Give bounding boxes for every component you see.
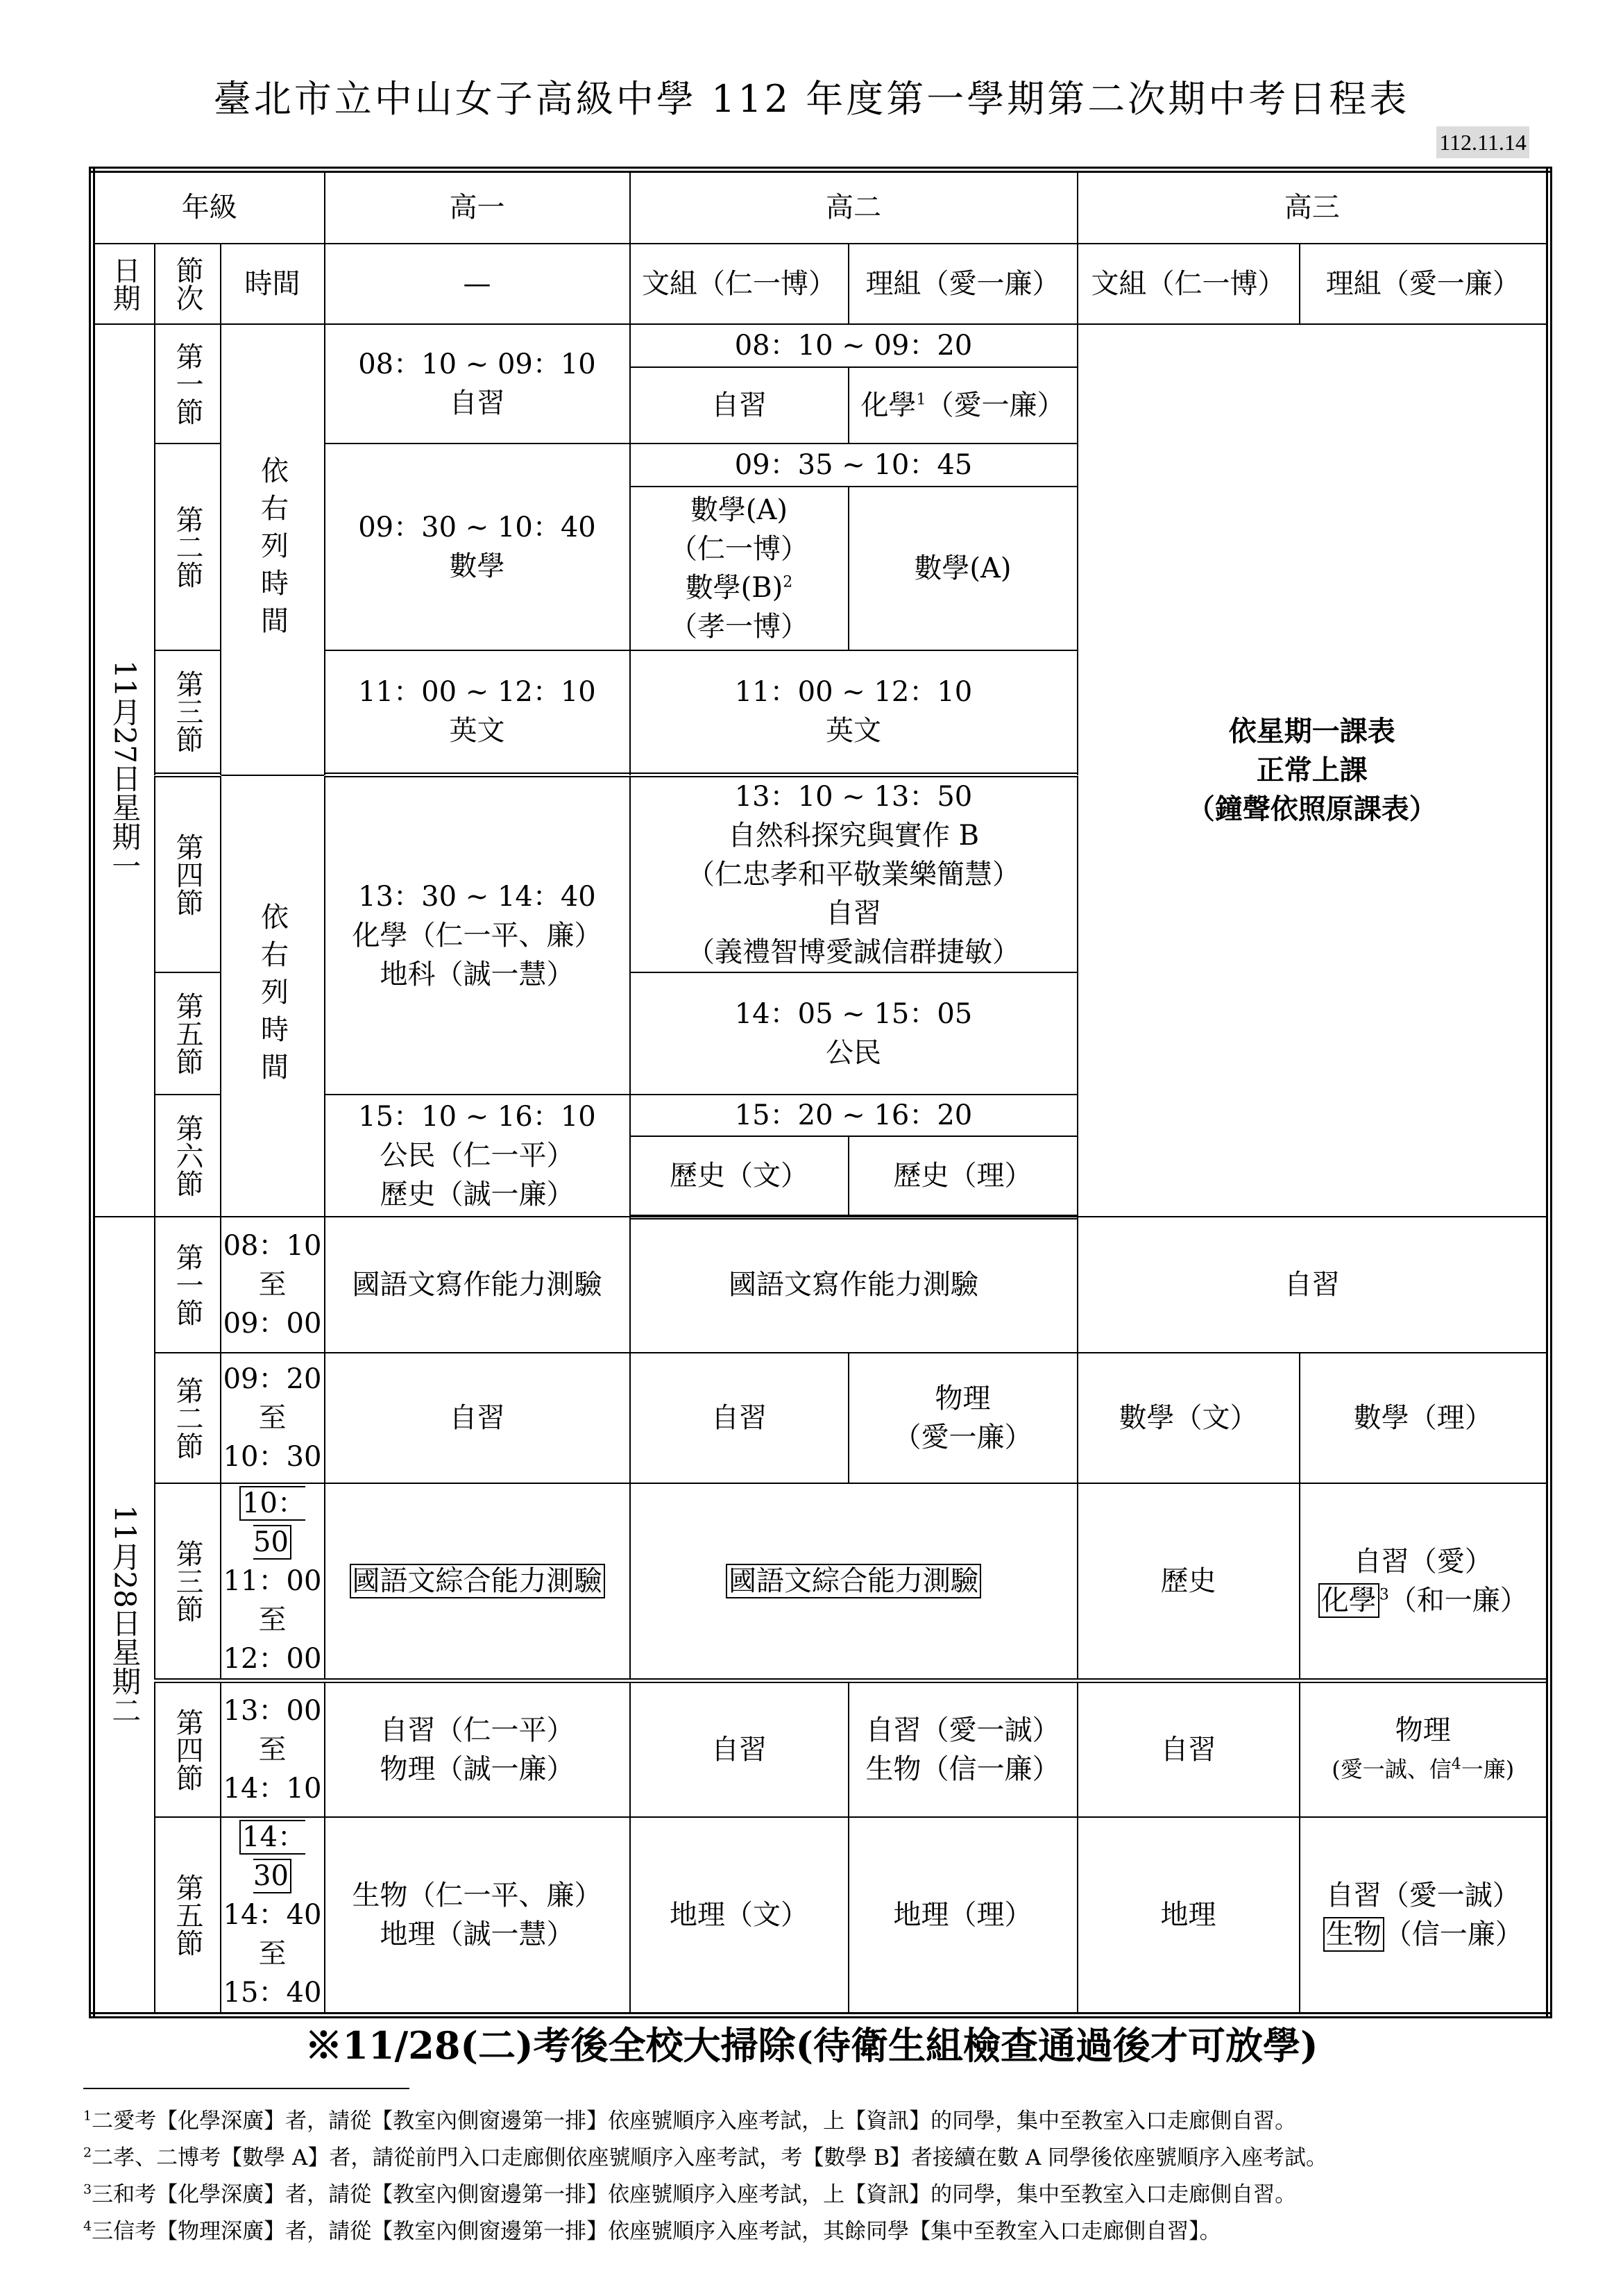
grade-1-header: 高一 — [325, 170, 630, 244]
subject: 自習 — [449, 387, 505, 419]
time-range: 08：10 ~ 09：10 — [358, 348, 596, 380]
period-column-header: 節次 — [155, 244, 221, 324]
day2-g2-p2-science — [849, 1353, 1078, 1483]
day2-p2-time — [221, 1353, 325, 1483]
day2-g3-p5-science — [1300, 1817, 1549, 2016]
subject: 英文 — [449, 715, 505, 748]
grade-header: 年級 — [92, 170, 325, 244]
day2-g1-p2: 自習 — [325, 1353, 630, 1483]
class-range-b: （孝一博） — [670, 610, 808, 643]
footnote-ref: 4 — [1451, 1755, 1461, 1773]
subject-line-2: 物理（誠一廉） — [380, 1753, 575, 1785]
class-range: （愛一廉） — [926, 389, 1065, 421]
day1-g1-p1 — [325, 324, 630, 444]
grade-1-subheader: — — [325, 244, 630, 324]
date-column-header: 日期 — [92, 244, 155, 324]
day2-g2-p3 — [630, 1483, 1078, 1681]
grade-2-science-header: 理組（愛一廉） — [849, 244, 1078, 324]
subject-line-1: 公民（仁一平） — [380, 1140, 575, 1172]
day1-g2-p5 — [630, 972, 1078, 1095]
subject-line-1: 自習（愛一誠） — [1325, 1879, 1520, 1911]
day1-time-note-morning: 依右列時間 — [221, 324, 325, 775]
day2-period-1: 第一節 — [155, 1217, 221, 1353]
time-end: 12：00 — [223, 1643, 322, 1675]
footnote-4: $^4$三信考【物理深廣】者，請從【教室內側窗邊第一排】依座號順序入座考試，其餘同學【集中至教室入口走廊側自習】。 — [83, 2218, 1221, 2244]
day2-p4-time — [221, 1681, 325, 1817]
day1-g1-p2 — [325, 444, 630, 650]
time-start: 08：10 — [223, 1230, 322, 1262]
subject: 化學 — [860, 389, 917, 421]
day2-g2-p4-arts: 自習 — [630, 1681, 849, 1817]
cleanup-notice: ※11/28(二)考後全校大掃除(待衛生組檢查通過後才可放學) — [305, 2023, 1318, 2068]
subject-line-2 — [1300, 1581, 1547, 1620]
page-title: 臺北市立中山女子高級中學 112 年度第一學期第二次期中考日程表 — [213, 77, 1410, 121]
subject-line-2: 生物（信一廉） — [865, 1753, 1060, 1785]
subject-line-2: 自習 — [826, 897, 881, 929]
g3-note-line-3: （鐘聲依照原課表） — [1187, 792, 1437, 825]
time-to: 至 — [258, 1269, 287, 1301]
day1-g1-p3 — [325, 650, 630, 775]
footnote-2: $^2$二孝、二博考【數學 A】者，請從前門入口走廊側依座號順序入座考試，考【數學 B】者接續在數 A 同學後依座號順序入座考試。 — [83, 2145, 1328, 2170]
subject-line-2: 地理（誠一慧） — [380, 1918, 575, 1950]
grade-2-arts-header: 文組（仁一博） — [630, 244, 849, 324]
day1-period-4: 第四節 — [155, 775, 221, 973]
footnote-3: $^3$三和考【化學深廣】者，請從【教室內側窗邊第一排】依座號順序入座考試，上【資訊】的同學，集中至教室入口走廊側自習。 — [83, 2181, 1297, 2207]
day1-g2-p6-science: 歷史（理） — [849, 1136, 1078, 1217]
day1-g3-regular-classes — [1078, 324, 1549, 1217]
day1-period-2: 第二節 — [155, 444, 221, 650]
subject-boxed: 化學 — [1318, 1583, 1379, 1618]
subject-line-2: 歷史（誠一廉） — [380, 1179, 575, 1210]
class-range: (愛一誠、信$^4$一廉) — [1332, 1755, 1515, 1782]
day2-g1-p1: 國語文寫作能力測驗 — [325, 1217, 630, 1353]
class-range-a: （仁一博） — [670, 532, 808, 565]
grade-2-header: 高二 — [630, 170, 1078, 244]
day2-g3-p3-science — [1300, 1483, 1549, 1681]
subject-line-1: 自習（愛一誠） — [865, 1714, 1060, 1746]
subject-line-1: 自然科探究與實作 B — [727, 820, 980, 852]
time-range: 09：30 ~ 10：40 — [358, 511, 596, 543]
time-to: 至 — [258, 1733, 287, 1766]
time-end: 15：40 — [223, 1976, 322, 2009]
subject-boxed: 生物 — [1323, 1917, 1384, 1952]
subject: 英文 — [826, 715, 881, 748]
time-to: 至 — [258, 1604, 287, 1636]
subject-boxed: 國語文綜合能力測驗 — [350, 1564, 605, 1598]
day1-period-3: 第三節 — [155, 650, 221, 775]
subject-line-1: 化學（仁一平、廉） — [352, 920, 602, 952]
day2-g3-p4-arts: 自習 — [1078, 1681, 1300, 1817]
time-range: 11：00 ~ 12：10 — [734, 676, 973, 709]
day2-g3-p2-arts: 數學（文） — [1078, 1353, 1300, 1483]
class-range: （信一廉） — [1384, 1918, 1523, 1950]
day1-g2-p1-time: 08：10 ~ 09：20 — [630, 324, 1078, 367]
day1-period-5: 第五節 — [155, 972, 221, 1095]
day2-date: 11月28日星期二 — [92, 1217, 155, 2015]
day1-g2-p1-arts: 自習 — [630, 367, 849, 444]
grade-3-science-header: 理組（愛一廉） — [1300, 244, 1549, 324]
day2-g1-p4 — [325, 1681, 630, 1817]
subject-line-1: 生物（仁一平、廉） — [352, 1879, 602, 1911]
subject-line-2: 地科（誠一慧） — [380, 959, 575, 990]
class-range: （和一廉） — [1388, 1585, 1528, 1617]
subject-line-1: 自習（仁一平） — [380, 1714, 575, 1746]
time-range: 13：10 ~ 13：50 — [734, 781, 973, 813]
g3-note-line-1: 依星期一課表 — [1228, 714, 1395, 748]
time-to: 至 — [258, 1937, 287, 1970]
time-range: 13：30 ~ 14：40 — [358, 881, 596, 913]
day1-g2-p2-science: 數學(A) — [849, 487, 1078, 650]
time-start: 13：00 — [223, 1694, 322, 1727]
subject: 公民 — [826, 1037, 881, 1069]
time-column-header: 時間 — [221, 244, 325, 324]
day1-g1-p6 — [325, 1095, 630, 1217]
day2-g3-p2-science: 數學（理） — [1300, 1353, 1549, 1483]
day2-p3-time — [221, 1483, 325, 1681]
footnote-1: $^1$二愛考【化學深廣】者，請從【教室內側窗邊第一排】依座號順序入座考試，上【資訊】的同學，集中至教室入口走廊側自習。 — [83, 2108, 1297, 2134]
time-range: 14：05 ~ 15：05 — [734, 998, 973, 1030]
day1-g2-p1-science — [849, 367, 1078, 444]
exam-schedule-table — [89, 167, 1552, 2018]
subject-line-2 — [1300, 1915, 1547, 1954]
day1-time-note-afternoon: 依右列時間 — [221, 775, 325, 1217]
subject-boxed: 國語文綜合能力測驗 — [726, 1564, 981, 1598]
day2-g2-p1: 國語文寫作能力測驗 — [630, 1217, 1078, 1353]
day2-period-3: 第三節 — [155, 1483, 221, 1681]
day2-g2-p2-arts: 自習 — [630, 1353, 849, 1483]
footnote-ref: 2 — [783, 573, 793, 591]
subject: 物理 — [935, 1383, 991, 1415]
footnote-ref: 3 — [1379, 1586, 1389, 1604]
day2-g3-p4-science — [1300, 1681, 1549, 1817]
time-range: 15：10 ~ 16：10 — [358, 1101, 596, 1133]
grade-3-header: 高三 — [1078, 170, 1549, 244]
class-range-1: （仁忠孝和平敬業樂簡慧） — [687, 859, 1020, 890]
time-start: 09：20 — [223, 1363, 322, 1395]
day2-period-4: 第四節 — [155, 1681, 221, 1817]
time-range: 11：00 ~ 12：10 — [358, 676, 596, 709]
day1-period-6: 第六節 — [155, 1095, 221, 1217]
day1-g1-p4-p5 — [325, 775, 630, 1095]
day1-g2-p4 — [630, 775, 1078, 973]
subject-b: 數學$(B)^2$ — [685, 571, 793, 604]
day2-g2-p5-arts: 地理（文） — [630, 1817, 849, 2016]
class-range-2: （義禮智博愛誠信群捷敏） — [687, 936, 1020, 968]
day1-g2-p6-arts: 歷史（文） — [630, 1136, 849, 1217]
day1-g2-p3 — [630, 650, 1078, 775]
grade-3-arts-header: 文組（仁一博） — [1078, 244, 1300, 324]
subject-a: 數學(A) — [690, 493, 788, 526]
footnote-ref: 1 — [916, 391, 926, 409]
time-end: 14：10 — [223, 1772, 322, 1805]
day1-date: 11月27日星期一 — [92, 324, 155, 1217]
time-start: 14：40 — [223, 1898, 322, 1931]
subject: 數學 — [449, 550, 505, 582]
day2-period-2: 第二節 — [155, 1353, 221, 1483]
day2-g1-p5 — [325, 1817, 630, 2016]
day2-g2-p5-science: 地理（理） — [849, 1817, 1078, 2016]
day1-g2-p2-arts — [630, 487, 849, 650]
subject: 物理 — [1395, 1714, 1451, 1746]
time-end: 09：00 — [223, 1308, 322, 1340]
day2-g2-p4-science — [849, 1681, 1078, 1817]
subject-line-1: 自習（愛） — [1353, 1546, 1493, 1578]
day2-g1-p3 — [325, 1483, 630, 1681]
time-start: 11：00 — [223, 1565, 322, 1597]
time-end: 10：30 — [223, 1441, 322, 1473]
day1-g2-p2-time: 09：35 ~ 10：45 — [630, 444, 1078, 487]
day1-period-1: 第一節 — [155, 324, 221, 444]
g3-note-line-2: 正常上課 — [1256, 753, 1368, 786]
day2-p5-time — [221, 1817, 325, 2016]
day2-p1-time — [221, 1217, 325, 1353]
time-to: 至 — [258, 1402, 287, 1434]
day2-g3-p1: 自習 — [1078, 1217, 1549, 1353]
day2-g3-p3-arts: 歷史 — [1078, 1483, 1300, 1681]
class-range: （愛一廉） — [893, 1421, 1033, 1453]
day1-g2-p6-time: 15：20 ~ 16：20 — [630, 1095, 1078, 1136]
time-alt-boxed: 14：30 — [239, 1820, 305, 1893]
time-alt-boxed: 10：50 — [239, 1486, 305, 1560]
date-stamp: 112.11.14 — [1436, 126, 1529, 158]
day2-g3-p5-arts: 地理 — [1078, 1817, 1300, 2016]
day2-period-5: 第五節 — [155, 1817, 221, 2016]
footnote-divider — [83, 2088, 409, 2089]
